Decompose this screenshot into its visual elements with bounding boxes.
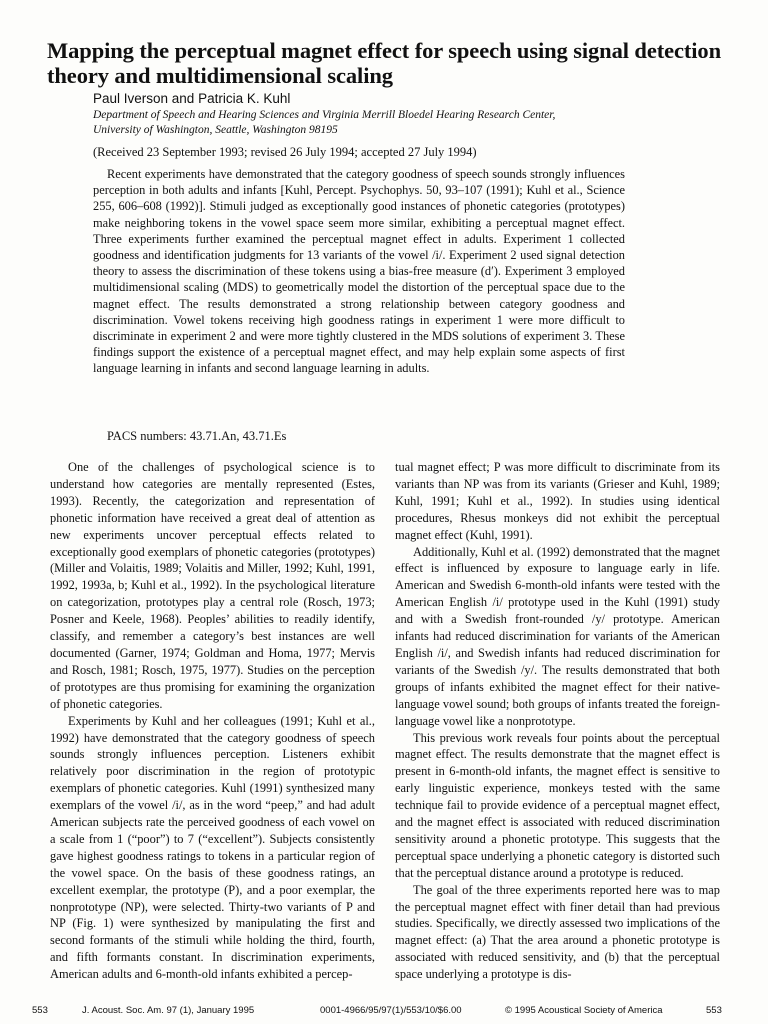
affiliation-line: University of Washington, Seattle, Washington 98195 [93,124,338,136]
copyright-notice: © 1995 Acoustical Society of America [505,1005,663,1016]
right-column [395,459,720,983]
page-number: 553 [706,1005,722,1016]
body-paragraph: tual magnet effect; P was more difficult to discriminate from its variants than NP was from its variants (Grieser and Kuhl, 1989; Kuhl, 1991; Kuhl et al., 1992). In studies using identical procedures, Rhesus monkeys did not exhibit the perceptual magnet effect (Kuhl, 1991). [395,460,720,542]
journal-citation: J. Acoust. Soc. Am. 97 (1), January 1995 [82,1005,255,1016]
page-number: 553 [32,1005,48,1016]
affiliation [93,108,733,138]
page-footer [0,1005,768,1019]
paper-title: Mapping the perceptual magnet effect for speech using signal detection theory and multidimensional scaling [47,38,721,88]
author-list: Paul Iverson and Patricia K. Kuhl [93,91,291,106]
left-column [50,459,375,983]
body-paragraph: This previous work reveals four points about the perceptual magnet effect. The results demonstrate that the magnet effect is present in 6-month-old infants, the magnet effect is sensitive to early linguistic experience, monkeys tested with the same technique fail to provide evidence of a perceptual magnet effect, and the magnet effect is associated with reduced discrimination sensitivity around a phonetic prototype. This suggests that the perceptual space underlying a phonetic category is distorted such that the perceptual distance around a prototype is reduced. [395,730,720,880]
affiliation-line: Department of Speech and Hearing Sciences and Virginia Merrill Bloedel Hearing Research Center, [93,109,556,121]
body-paragraph: The goal of the three experiments reported here was to map the perceptual magnet effect with finer detail than had previous studies. Specifically, we directly assessed two implications of the magnet effect: (a) That the area around a phonetic prototype is associated with reduced sensitivity, and (b) that the perceptual space underlying a prototype is dis- [395,882,720,982]
article-code: 0001-4966/95/97(1)/553/10/$6.00 [320,1005,462,1016]
body-paragraph: Additionally, Kuhl et al. (1992) demonstrated that the magnet effect is influenced by exposure to language early in life. American and Swedish 6-month-old infants were tested with the American English /i/ prototype used in the Kuhl (1991) study and with a Swedish front-rounded /y/ prototype. American infants had reduced discrimination for variants of the American English /i/, and Swedish infants had reduced discrimination for variants of the Swedish /y/. The results demonstrated that both groups of infants exhibited the magnet effect for their native-language vowel sound; both groups of infants treated the foreign-language vowel like a nonprototype. [395,544,720,728]
body-paragraph: Experiments by Kuhl and her colleagues (1991; Kuhl et al., 1992) have demonstrated that the category goodness of speech sounds strongly influences perception. Listeners exhibit relatively poor discrimination in the region of prototypic exemplars of phonetic categories. Kuhl (1991) synthesized many exemplars of the vowel /i/, as in the word “peep,” and had adult American subjects rate the perceived goodness of each vowel on a scale from 1 (“poor”) to 7 (“excellent”). Subjects consistently gave highest goodness ratings to tokens in a particular region of the vowel space. On the basis of these goodness ratings, an excellent exemplar, the prototype (P), and a poor exemplar, the nonprototype (NP), were selected. Thirty-two variants of P and NP (Fig. 1) were synthesized by manipulating the first and second formants of the stimuli while holding the third, fourth, and fifth formants constant. In discrimination experiments, American adults and 6-month-old infants exhibited a percep- [50,713,375,982]
abstract: Recent experiments have demonstrated that the category goodness of speech sounds strongly influences perception in both adults and infants [Kuhl, Percept. Psychophys. 50, 93–107 (1991); Kuhl et al., Science 255, 606–608 (1992)]. Stimuli judged as exceptionally good instances of phonetic categories (prototypes) make neighboring tokens in the vowel space seem more similar, exhibiting a perceptual magnet effect. Three experiments further examined the perceptual magnet effect in adults. Experiment 1 collected goodness and identification judgments for 13 variants of the vowel /i/. Experiment 2 used signal detection theory to assess the discrimination of these tokens using a bias-free measure (d′). Experiment 3 employed multidimensional scaling (MDS) to geometrically model the distortion of the perceptual space due to the magnet effect. The results demonstrated a strong relationship between category goodness and discrimination. Vowel tokens receiving high goodness ratings in experiment 1 were more difficult to discriminate in experiment 2 and were more tightly clustered in the MDS solutions of experiment 3. These findings support the existence of a perceptual magnet effect, and may help explain some aspects of first language learning in infants and second language learning in adults. [93,167,625,376]
body-paragraph: One of the challenges of psychological science is to understand how categories are mentally represented (Estes, 1993). Recently, the categorization and representation of phonetic information have received a great deal of attention as new experiments uncover perceptual effects related to exceptionally good exemplars of phonetic categories (prototypes) (Miller and Volaitis, 1989; Volaitis and Miller, 1992; Kuhl, 1991, 1992, 1993a, b; Kuhl et al., 1992). In the psychological literature on categorization, prototypes play a central role (Rosch, 1973; Posner and Keele, 1968). Peoples’ abilities to readily identify, classify, and remember a category’s best instances are well documented (Garner, 1974; Goldman and Homa, 1977; Mervis and Rosch, 1981; Rosch, 1975, 1977). Studies on the perception of prototypes are thus promising for examining the organization of phonetic categories. [50,460,375,711]
pacs-numbers: PACS numbers: 43.71.An, 43.71.Es [107,429,287,443]
received-dates: (Received 23 September 1993; revised 26 July 1994; accepted 27 July 1994) [93,145,477,159]
